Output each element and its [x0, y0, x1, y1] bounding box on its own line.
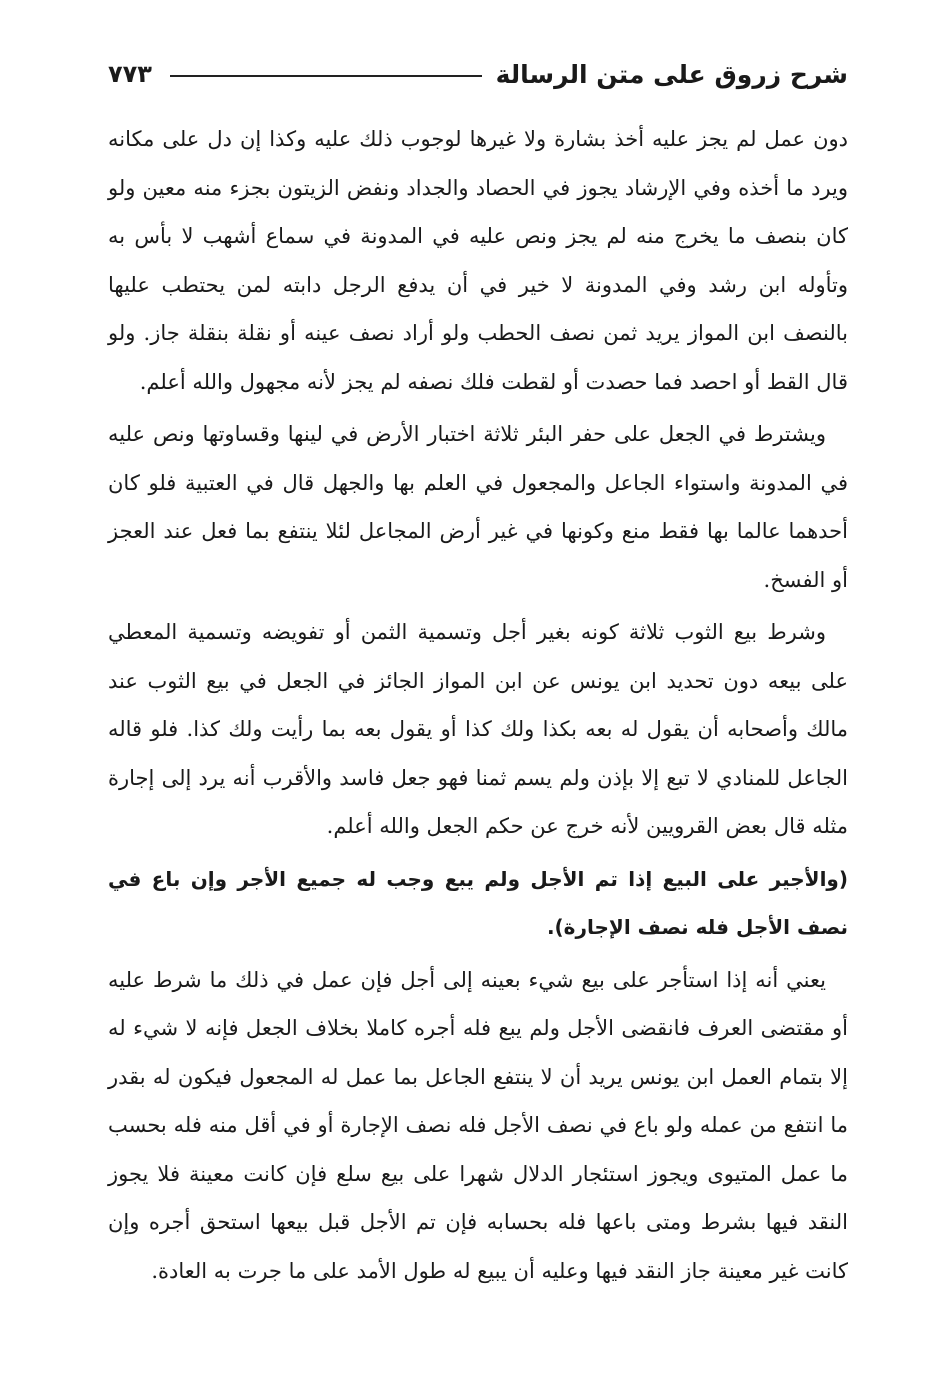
- paragraph-commentary: يعني أنه إذا استأجر على بيع شيء بعينه إلى أجل فإن عمل في ذلك ما شرط عليه أو مقتضى العرف فانقضى الأجل ولم يبع فله أجره كاملا بخلاف الجعل فإنه لا شيء له إلا بتمام العمل ابن يونس يريد أن لا ينتفع الجاعل بما عمل له المجعول فيكون له بقدر ما انتفع من عمله ولو باع في نصف الأجل فله نصف الإجارة أو في أقل منه فله بحسب ما عمل المتيوى ويجوز استئجار الدلال شهرا على بيع سلع فإن كانت معينة فلا يجوز النقد فيها بشرط ومتى باعها فله بحسابه فإن تم الأجل قبل بيعها استحق أجره وإن كانت غير معينة جاز النقد فيها وعليه أن يبيع له طول الأمد على ما جرت به العادة.: [108, 967, 848, 1283]
- page-number: ٧٧٣: [108, 60, 152, 88]
- running-header: [108, 52, 848, 96]
- paragraph-garment-sale: وشرط بيع الثوب ثلاثة كونه بغير أجل وتسمية الثمن أو تفويضه وتسمية المعطي على بيعه دون تحديد ابن يونس عن ابن المواز الجائز في الجعل في بيع الثوب عند مالك وأصحابه أن يقول له بعه بكذا ولك كذا أو يقول بعه بما رأيت ولك كذا. فلو قاله الجاعل للمنادي لا تبع إلا بإذن ولم يسم ثمنا فهو جعل فاسد والأقرب أنه يرد إلى إجارة مثله قال بعض القرويين لأنه خرج عن حكم الجعل والله أعلم.: [108, 620, 848, 838]
- paragraph-continuation: دون عمل لم يجز عليه أخذ بشارة ولا غيرها لوجوب ذلك عليه وكذا إن دل على مكانه ويرد ما أخذه وفي الإرشاد يجوز في الحصاد والجداد ونفض الزيتون بجزء منه معين ولو كان بنصف ما يخرج منه لم يجز ونص عليه في المدونة في سماع أشهب لا بأس به وتأوله ابن رشد وفي المدونة لا خير في أن يدفع الرجل دابته لمن يحتطب عليها بالنصف ابن المواز يريد ثمن نصف الحطب ولو أراد نصف عينه أو نقلة بنقلة جاز. ولو قال القط أو احصد فما حصدت أو لقطت فلك نصفه لم يجز لأنه مجهول والله أعلم.: [108, 127, 848, 394]
- matn-quote: (والأجير على البيع إذا تم الأجل ولم يبع وجب له جميع الأجر وإن باع في نصف الأجل فله نصف الإجارة).: [108, 866, 848, 939]
- paragraph-well-digging: ويشترط في الجعل على حفر البئر ثلاثة اختبار الأرض في لينها وقساوتها ونص عليه في المدونة واستواء الجاعل والمجعول في العلم بها والجهل قال في العتبية فلو كان أحدهما عالما بها فقط منع وكونها في غير أرض المجاعل لئلا ينتفع بما فعل عند العجز أو الفسخ.: [108, 422, 848, 592]
- page-body: [108, 115, 848, 1299]
- running-title: شرح زروق على متن الرسالة: [495, 59, 848, 89]
- header-rule: [170, 75, 482, 77]
